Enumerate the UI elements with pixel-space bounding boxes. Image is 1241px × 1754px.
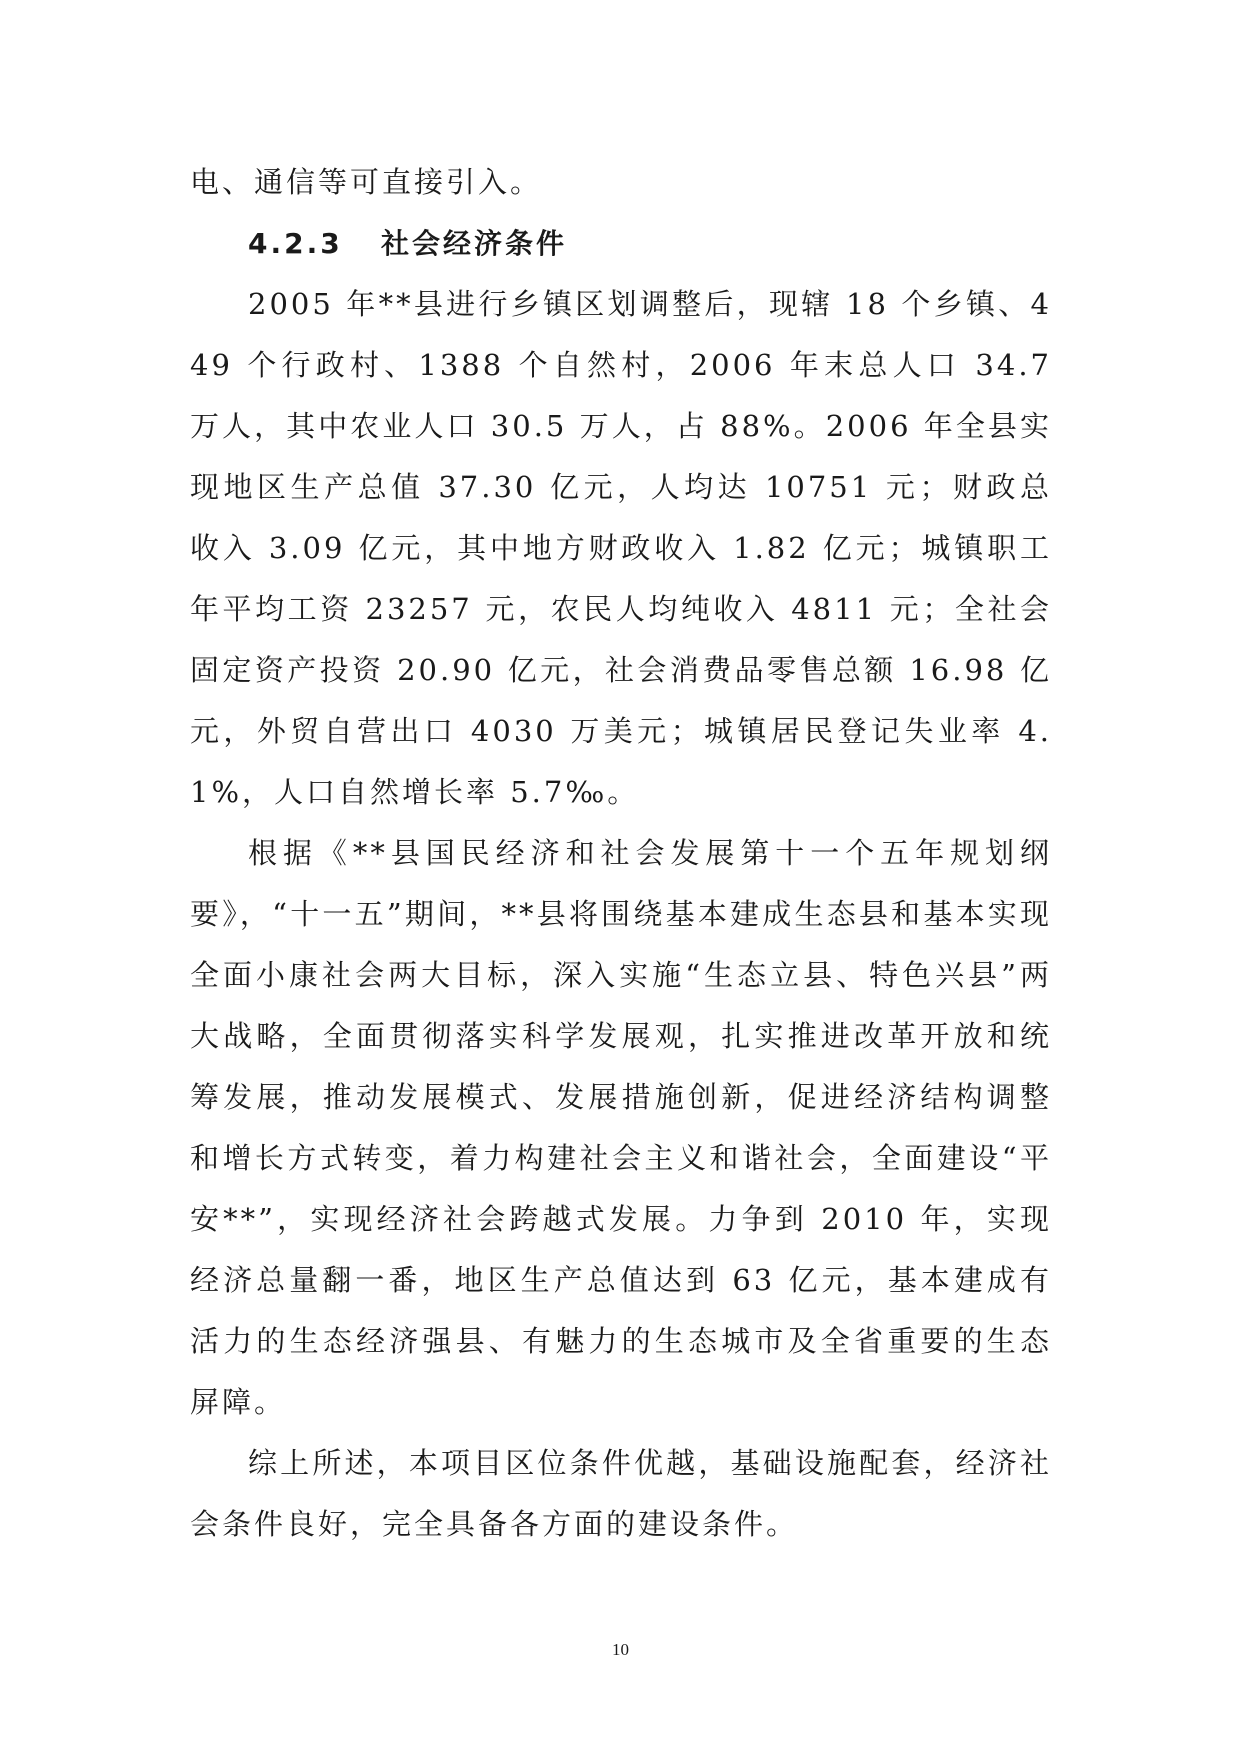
paragraph-conclusion: 综上所述，本项目区位条件优越，基础设施配套，经济社会条件良好，完全具备各方面的建设条件。 bbox=[190, 1446, 1052, 1541]
paragraph-development-plan: 根据《**县国民经济和社会发展第十一个五年规划纲要》，“十一五”期间，**县将围绕基本建成生态县和基本实现全面小康社会两大目标，深入实施“生态立县、特色兴县”两大战略，全面贯彻落实科学发展观，扎实推进改革开放和统筹发展，推动发展模式、发展措施创新，促进经济结构调整和增长方式转变，着力构建社会主义和谐社会，全面建设“平安**”，实现经济社会跨越式发展。力争到 2010 年，实现经济总量翻一番，地区生产总值达到 63 亿元，基本建成有活力的生态经济强县、有魅力的生态城市及全省重要的生态屏障。 bbox=[190, 836, 1052, 1419]
continuation-line: 电、通信等可直接引入。 bbox=[190, 165, 543, 199]
section-heading: 4.2.3 社会经济条件 bbox=[248, 227, 567, 260]
document-body bbox=[190, 152, 1065, 1555]
paragraph-economy-statistics: 2005 年**县进行乡镇区划调整后，现辖 18 个乡镇、449 个行政村、1388 个自然村，2006 年末总人口 34.7 万人，其中农业人口 30.5 万人，占 88%。2006 年全县实现地区生产总值 37.30 亿元，人均达 10751 元；财政总收入 3.09 亿元，其中地方财政收入 1.82 亿元；城镇职工年平均工资 23257 元，农民人均纯收入 4811 元；全社会固定资产投资 20.90 亿元，社会消费品零售总额 16.98 亿元，外贸自营出口 4030 万美元；城镇居民登记失业率 4.1%，人口自然增长率 5.7‰。 bbox=[190, 287, 1065, 809]
page-number: 10 bbox=[612, 1640, 629, 1659]
